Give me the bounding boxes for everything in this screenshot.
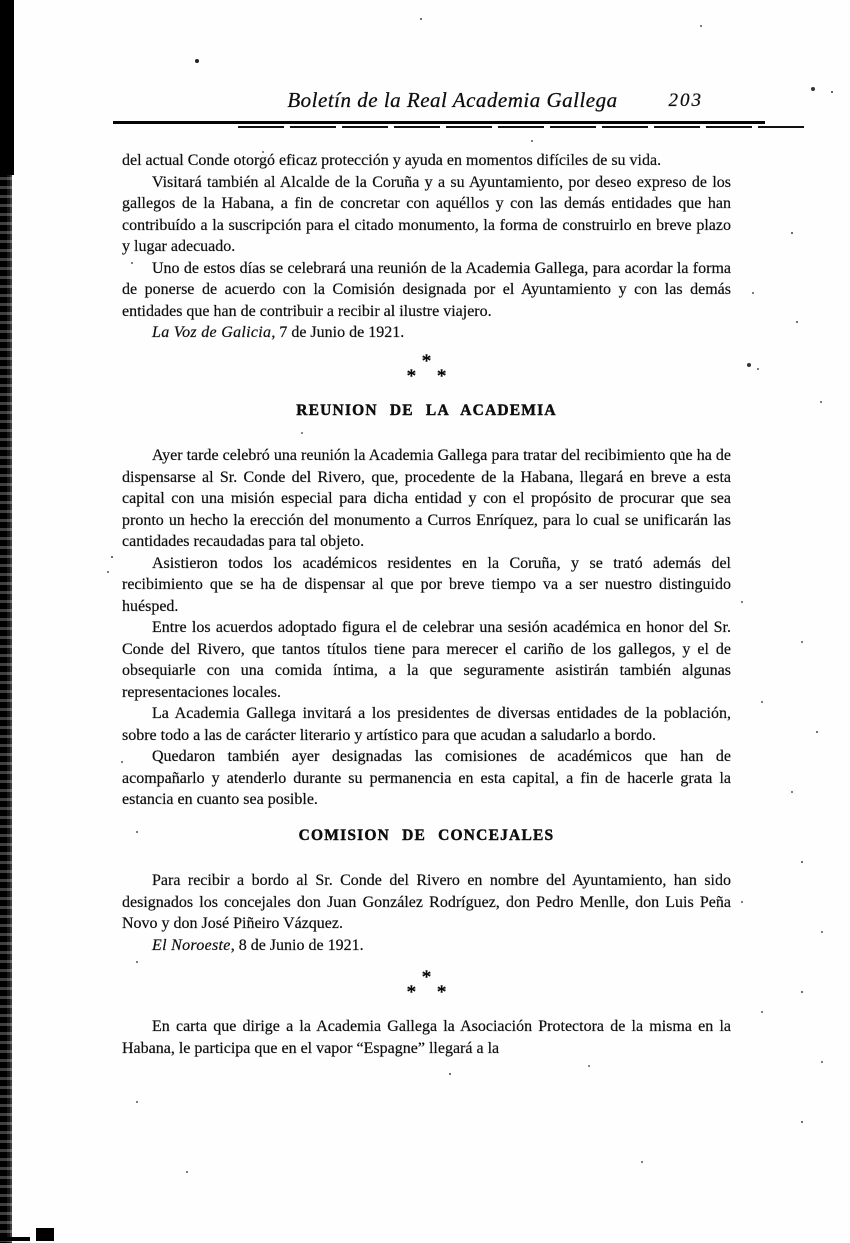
section-heading-reunion: REUNION DE LA ACADEMIA — [296, 401, 557, 419]
asterisk-row: * * — [406, 982, 447, 1003]
citation-date: , 8 de Junio de 1921. — [230, 936, 364, 954]
paragraph-continuation: del actual Conde otorgó eficaz protección y ayuda en momentos difíciles de su vida. — [122, 152, 662, 169]
asterisk-row: * — [421, 350, 432, 372]
citation-source-name: La Voz de Galicia — [152, 324, 272, 341]
binding-shadow-strip — [0, 0, 12, 1243]
page-header — [122, 88, 731, 118]
page-number: 203 — [668, 90, 703, 111]
header-rule-secondary — [238, 126, 808, 128]
header-rule — [113, 121, 765, 124]
section-heading-comision: COMISION DE CONCEJALES — [298, 826, 555, 844]
paragraph: Visitará también al Alcalde de la Coruña y a su Ayuntamiento, por deseo expreso de los gallegos de la Habana, a fin de concretar con aquéllos y con las demás entidades que han contribuído a la suscripción para el citado monumento, la forma de construirlo en breve plazo y lugar adecuado. — [122, 173, 731, 255]
paragraph: Para recibir a bordo al Sr. Conde del Rivero en nombre del Ayuntamiento, han sido designados los concejales don Juan González Rodríguez, don Pedro Menlle, don Luis Peña Novo y don José Piñeiro Vázquez. — [122, 872, 731, 932]
asterisk-row: * * — [406, 365, 447, 387]
paragraph: Ayer tarde celebró una reunión la Academia Gallega para tratar del recibimiento que ha de dispensarse al Sr. Conde del Rivero, que, procedente de la Habana, llegará en breve a esta capital con una misión especial para dicha entidad y con el propósito de procurar que sea pronto un hecho la erección del monumento a Curros Enríquez, para lo cual se unificarán las cantidades recaudadas para tal objeto. — [122, 447, 731, 550]
scan-noise-speckles — [0, 0, 2, 2]
paragraph: La Academia Gallega invitará a los presidentes de diversas entidades de la población, sobre todo a las de carácter literario y artístico para que acudan a saludarlo a bordo. — [122, 705, 731, 744]
text-column — [122, 150, 731, 1059]
source-citation — [122, 322, 731, 344]
journal-title: Boletín de la Real Academia Gallega — [287, 88, 618, 112]
asterisk-divider — [122, 967, 731, 1003]
binding-shadow-strip-top — [0, 0, 14, 175]
paragraph: Quedaron también ayer designadas las comisiones de académicos que han de acompañarlo y atenderlo durante su permanencia en esta capital, a fin de hacerle grata la estancia en cuanto sea posible. — [122, 748, 731, 808]
asterisk-divider — [122, 350, 731, 387]
asterisk-row: * — [421, 967, 432, 988]
scan-corner-mark — [0, 1228, 58, 1242]
paragraph: Uno de estos días se celebrará una reunión de la Academia Gallega, para acordar la forma de ponerse de acuerdo con la Comisión designada por el Ayuntamiento y con las demás entidades que han de contribuir a recibir al ilustre viajero. — [122, 259, 731, 320]
paragraph: Asistieron todos los académicos residentes en la Coruña, y se trató además del recibimiento que se ha de dispensar al que por breve tiempo va a ser nuestro distinguido huésped. — [122, 554, 731, 615]
paragraph: Entre los acuerdos adoptado figura el de celebrar una sesión académica en honor del Sr. Conde del Rivero, que tantos títulos tiene para merecer el cariño de los gallegos, y el de obsequiarle con una comida íntima, a la que seguramente asistirán también algunas representaciones locales. — [122, 619, 731, 701]
citation-date: , 7 de Junio de 1921. — [271, 324, 405, 341]
source-citation — [122, 935, 731, 957]
paragraph-closing: En carta que dirige a la Academia Gallega la Asociación Protectora de la misma en la Habana, le participa que en el vapor “Espagne” llegará a la — [122, 1018, 731, 1057]
citation-source-name: El Noroeste — [152, 936, 231, 954]
